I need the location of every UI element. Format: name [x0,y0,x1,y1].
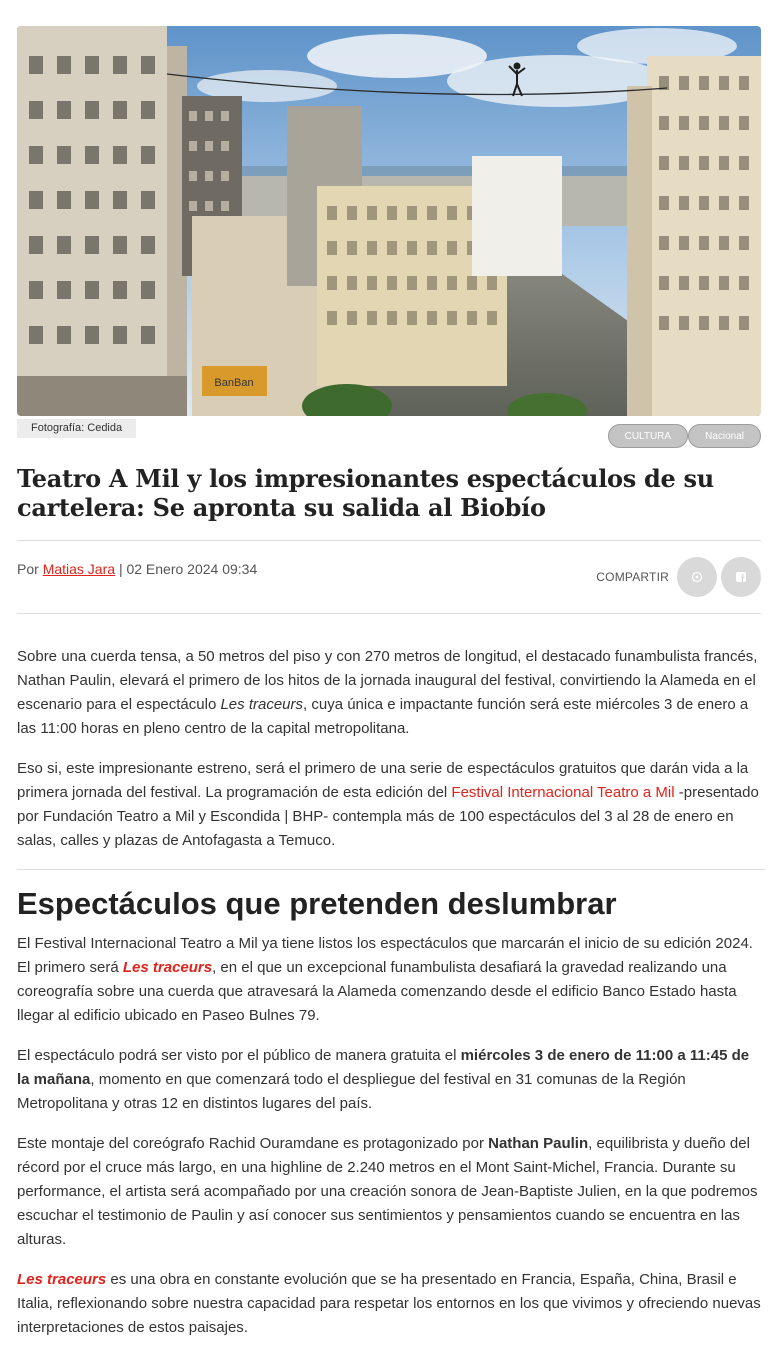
hero-photo [17,26,761,416]
tag-cultura[interactable]: CULTURA [608,424,688,448]
text: -presentado por Fundación Teatro a Mil y Escondida | BHP- contempla más de 100 espectáculos del 3 al 28 de enero en salas, calles y plazas de Antofagasta a Temuco. [17,784,759,849]
text: , cuya única e impactante función será este miércoles 3 de enero a las 11:00 horas en pleno centro de la capital metropolitana. [17,696,749,737]
paragraph [17,1268,765,1340]
text: , en el que un excepcional funambulista desafiará la gravedad realizando una coreografía sobre una cuerda que atravesará la Alameda comenzando desde el edificio Banco Estado hasta llegar al edificio ubicado en Paseo Bulnes 79. [17,959,737,1024]
text: , equilibrista y dueño del récord por el cruce más largo, en una highline de 2.240 metros en el Mont Saint-Michel, Francia. Durante su performance, el artista será acompañado por una creación sonora de Jean-Baptiste Julien, en la que podremos escuchar el testimonio de Paulin y así conocer sus sentimientos y pensamientos cuando se encuentra en las alturas. [17,1135,758,1248]
byline-separator: | [118,561,123,577]
divider [17,613,761,614]
paragraph [17,757,765,853]
publish-date: 02 Enero 2024 09:34 [126,561,258,577]
show-name-highlight: Les traceurs [122,959,213,976]
festival-link[interactable]: Festival Internacional Teatro a Mil [451,784,675,801]
article-title: Teatro A Mil y los impresionantes espectáculos de su cartelera: Se apronta su salida al Biobío [17,464,714,522]
divider [17,540,761,541]
text: El Festival Internacional Teatro a Mil ya tiene listos los espectáculos que marcarán el inicio de su edición 2024. El primero será [17,935,753,976]
show-name: Les traceurs [220,696,304,713]
facebook-icon [735,571,747,583]
section-heading: Espectáculos que pretenden deslumbrar [17,886,617,921]
paragraph [17,1044,765,1116]
hero-image [17,26,761,416]
text: El espectáculo podrá ser visto por el público de manera gratuita el [17,1047,461,1064]
text: es una obra en constante evolución que se ha presentado en Francia, España, China, Brasil e Italia, reflexionando sobre nuestra capacidad para respetar los entornos en los que vivimos y ofreciendo nuevas interpretaciones de estos paisajes. [17,1271,761,1336]
tag-nacional[interactable]: Nacional [688,424,761,448]
text: , momento en que comenzará todo el despliegue del festival en 31 comunas de la Región Metropolitana y otras 12 en distintos lugares del país. [17,1071,686,1112]
text: Sobre una cuerda tensa, a 50 metros del piso y con 270 metros de longitud, el destacado funambulista francés, Nathan Paulin, elevará el primero de los hitos de la jornada inaugural del festival, convirtiendo la Alameda en el escenario para el espectáculo [17,648,758,713]
section-divider [17,869,765,870]
byline-prefix: Por [17,561,39,577]
show-name-highlight: Les traceurs [17,1271,107,1288]
store-sign: BanBan [214,377,254,389]
facebook-share-button[interactable] [721,557,761,597]
text: Eso si, este impresionante estreno, será el primero de una serie de espectáculos gratuitos que darán vida a la primera jornada del festival. La programación de esta edición del [17,760,749,801]
author-link[interactable]: Matias Jara [42,561,116,577]
paragraph [17,645,765,741]
share-label: COMPARTIR [596,570,669,584]
category-tags [608,424,761,448]
paragraph [17,932,765,1028]
text: Este montaje del coreógrafo Rachid Ouramdane es protagonizado por [17,1135,489,1152]
event-time: miércoles 3 de enero de 11:00 a 11:45 de la mañana [17,1047,750,1088]
article-body [17,645,765,1356]
paragraph [17,1132,765,1252]
photo-caption: Fotografía: Cedida [17,419,136,438]
share-bar [596,557,761,597]
whatsapp-share-button[interactable] [677,557,717,597]
artist-name: Nathan Paulin [488,1135,589,1152]
byline [17,561,257,577]
whatsapp-icon [691,571,703,583]
